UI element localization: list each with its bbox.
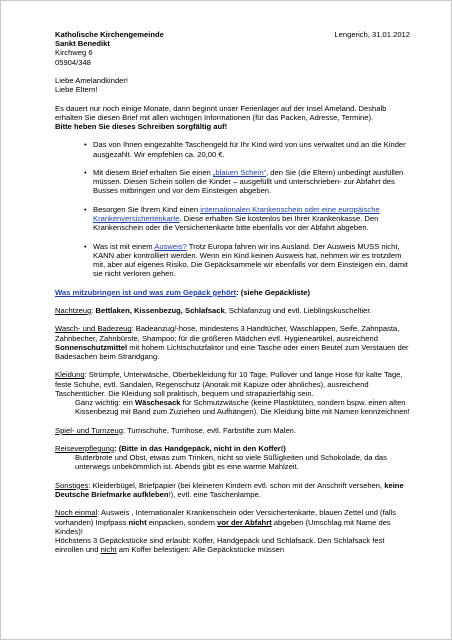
blue-form-link[interactable]: „blauen Schein“ (212, 167, 267, 177)
section-text: für Schmutzwäsche (keine Plastiktüten, sondern bspw. einen alten Kissenbezug mit Band zum Zuziehen und Aufhängen). Die Kleidung bitte mit Namen kennzeichnen! (75, 397, 410, 417)
section-reiseverpflegung-text (55, 453, 410, 471)
section-text: : Strümpfe, Unterwäsche, Oberbekleidung für 10 Tage, Pullover und lange Hose für kalte Tage, feste Schuhe, evtl. Sandalen, Regenschutz (Anorak mit Kapuze oder ähnliches), ausreichend Taschentücher. Die Kleidung soll praktisch, bequem und strapazierfähig sein. (55, 370, 403, 398)
section-text: : Badeanzug/-hose, mindestens 3 Handtücher, Waschlappen, Seife, Zahnpasta, Zahnbecher, Zahnbürste, Shampoo; für die größeren Mädchen evtl. Hygieneartikel, ausreichend (55, 324, 400, 343)
section-text: Butterbrote und Obst, etwas zum Trinken, nicht so viele Süßigkeiten und Schokolade, da das unterwegs unbekömmlich ist. Abends gibt es eine warme Mahlzeit. (75, 453, 387, 472)
id-card-link[interactable]: Ausweis? (154, 241, 187, 251)
section-nachtzeug: Nachtzeug: Bettlaken, Kissenbezug, Schlafsack, Schlafanzug und evtl. Lieblingskuscheltier. (55, 305, 372, 315)
greeting-kids: Liebe Amelandkinder! (55, 76, 129, 85)
section-text: abgeben (Umschlag mit Name des Kindes)! (55, 517, 391, 536)
place-date: Lengerich, 31.01.2012 (334, 30, 410, 39)
bullet-text: Was ist mit einem (93, 241, 155, 251)
section-text: !), evtl. eine Taschenlampe. (168, 489, 261, 499)
section-bold: vor der Abfahrt (217, 517, 272, 527)
info-bullet-list (55, 140, 410, 278)
section-label: Spiel- und Turnzeug (55, 425, 123, 435)
section-label: Nachtzeug (55, 305, 92, 315)
section-bold: nicht (128, 517, 147, 527)
section-noch-einmal (55, 508, 410, 554)
section-label: Kleidung (55, 370, 85, 380)
intro-paragraph (55, 104, 410, 132)
section-kleidung-note (55, 398, 410, 416)
letter-header (55, 30, 410, 39)
greeting-parents: Liebe Eltern! (55, 85, 98, 95)
list-item (93, 168, 410, 196)
list-item (93, 205, 410, 233)
phone-number: 05904/348 (55, 57, 91, 67)
list-item (93, 242, 410, 279)
section-label: Sonstiges (55, 480, 89, 490)
section-text: , Schlafanzug und evtl. Lieblingskuscheltier. (224, 305, 372, 315)
section-bold: Wäschesack (134, 397, 181, 407)
street-address: Kirchweg 6 (55, 48, 93, 58)
section-bold: : (Bitte in das Handgepäck, nicht in den Koffer!) (114, 443, 286, 453)
list-item (93, 140, 410, 158)
section-label: Noch einmal (55, 508, 98, 518)
section-sonstiges (55, 481, 410, 499)
section-text: mit hohem Lichtschutzfaktor und eine Tasche oder einen Beutel zum Verstauen der Badesachen beim Strandgang. (55, 342, 409, 361)
section-label: Wasch- und Badezeug (55, 324, 132, 334)
intro-text: Es dauert nur noch einige Monate, dann beginnt unser Ferienlager auf der Insel Ameland. Deshalb erhalten Sie diesen Brief mit allen wichtigen Informationen (für das Packen, Adresse, Termine). (55, 103, 387, 122)
section-text: Ganz wichtig: ein (75, 397, 135, 407)
section-bold: Sonnenschutzmittel (55, 342, 128, 352)
bullet-text: Besorgen Sie Ihrem Kind einen (93, 204, 201, 214)
section-kleidung (55, 370, 410, 398)
packing-heading (55, 288, 410, 297)
org-name: Katholische Kirchengemeinde (55, 30, 164, 39)
section-spielzeug (55, 426, 410, 435)
section-label: Reiseverpflegung (55, 443, 115, 453)
parish-name: Sankt Benedikt (55, 39, 110, 49)
section-text: : Turnschuhe, Turnhose, evtl. Farbstifte zum Malen. (122, 425, 297, 435)
bullet-text: Das von Ihnen eingezahlte Taschengeld für Ihr Kind wird von uns verwaltet und an die Kinder ausgezahlt. Wir empfehlen ca. 20,00 €. (93, 140, 406, 159)
bullet-text: Trotz Europa fahren wir ins Ausland. Der Ausweis MUSS nicht, KANN aber kontrolliert werden. Wenn ein Kind keinen Ausweis hat, nehmen wir es trotzdem mit, aber auf eigenes Risiko. Die Gepäcksammele wir ebenfalls vor dem Einsteigen ein, damit sie nicht verloren gehen. (93, 241, 408, 279)
packing-list-link[interactable]: Was mitzubringen ist und was zum Gepäck gehört (55, 287, 237, 297)
bullet-text: . Diese erhalten Sie kostenlos bei Ihrer Krankenkasse. Den Krankenschein oder die Versichertenkarte bitte ebenfalls vor der Abfahrt abgeben. (93, 213, 379, 233)
section-bold: Bettlaken, Kissenbezug, Schlafsack (95, 305, 225, 315)
packing-heading-rest: : (siehe Gepäckliste) (236, 287, 311, 297)
bullet-text: Mit diesem Brief erhalten Sie einen (93, 167, 213, 177)
section-bold: keine Deutsche Briefmarke aufkleben (55, 480, 404, 499)
section-text: einpacken, sondern (146, 517, 218, 527)
section-underline: nicht (100, 545, 117, 555)
insurance-card-link[interactable]: internationalen Krankenschein oder eine europäische Krankenversichertenkarte (93, 204, 380, 223)
section-text: am Koffer befestigen: Alle Gepäckstücke müssen (116, 545, 285, 555)
bullet-text: , den Sie (die Eltern) unbedingt ausfüllen müssen. Diesen Schein sollen die Kinder – ausgefüllt und unterschrieben- zur Abfahrt des Busses mitbringen und vor dem Einsteigen abgeben. (93, 167, 404, 196)
letter-body (55, 30, 410, 554)
section-waschzeug (55, 324, 410, 361)
section-text: : Ausweis , Internationaler Krankenschein oder Versichertenkarte, blauen Zettel und (falls vorhanden) Impfpass (55, 508, 397, 527)
section-reiseverpflegung (55, 444, 410, 453)
section-text: Höchstens 3 Gepäckstücke sind erlaubt: Koffer, Handgepäck und Schlafsack. Den Schlafsack fest einrollen und (55, 535, 385, 555)
section-text: : Kleiderbügel, Briefpapier (bei kleineren Kindern evtl. schon mit der Anschrift versehen, (88, 480, 385, 490)
intro-emphasis: Bitte heben Sie dieses Schreiben sorgfältig auf! (55, 122, 228, 131)
